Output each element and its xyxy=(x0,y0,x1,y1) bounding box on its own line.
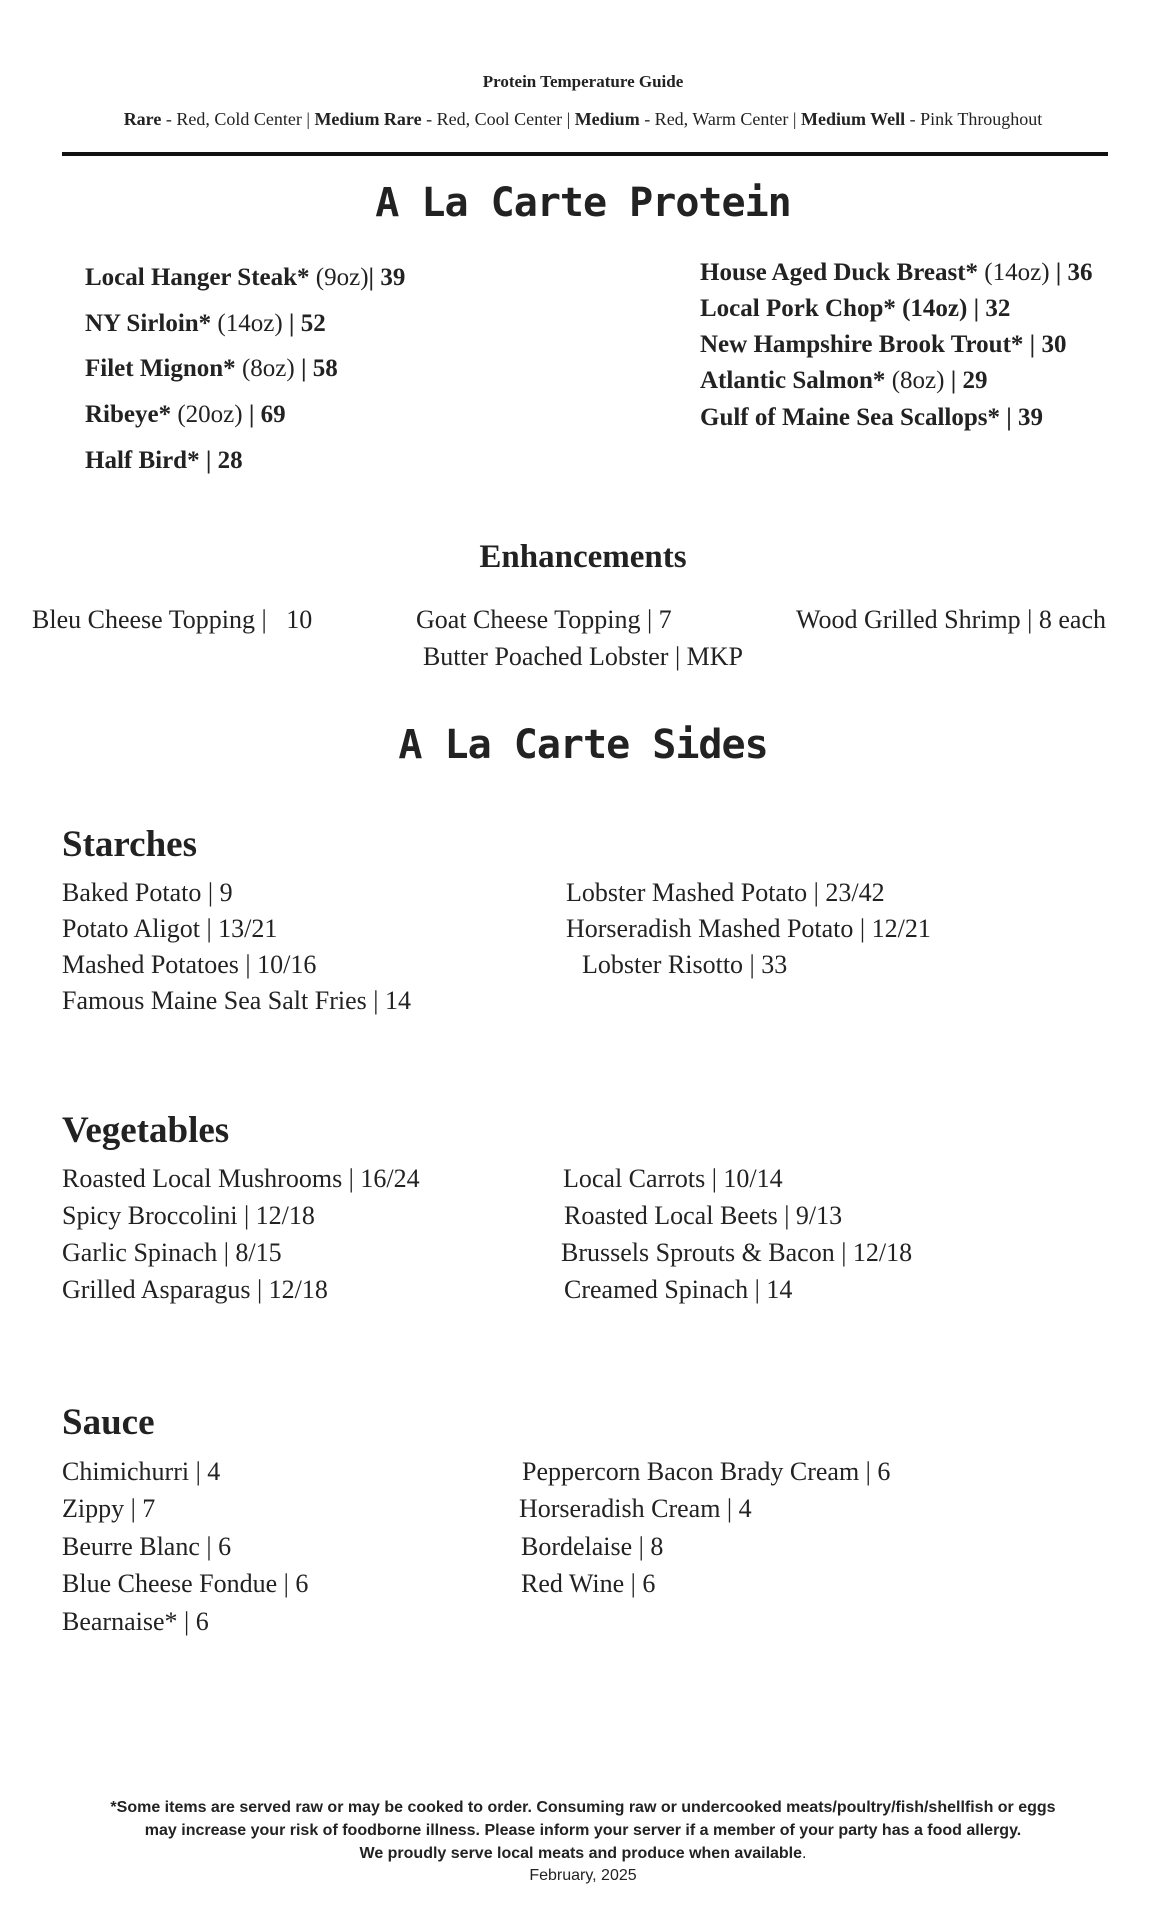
enhancement-item: Wood Grilled Shrimp | 8 each xyxy=(796,605,1106,634)
list-item: Peppercorn Bacon Brady Cream | 6 xyxy=(522,1457,891,1486)
list-item: Zippy | 7 xyxy=(62,1494,156,1523)
temperature-guide-title: Protein Temperature Guide xyxy=(482,72,684,91)
protein-section-title: A La Carte Protein xyxy=(375,180,791,226)
level-name: Medium Rare xyxy=(314,109,422,129)
sides-section-title: A La Carte Sides xyxy=(398,722,768,768)
list-item: Lobster Risotto | 33 xyxy=(582,950,788,979)
vegetables-heading: Vegetables xyxy=(62,1110,230,1151)
list-item: Creamed Spinach | 14 xyxy=(564,1275,793,1304)
menu-item: Half Bird* | 28 xyxy=(85,447,243,474)
level-desc: - Pink Throughout xyxy=(905,109,1043,129)
list-item: Roasted Local Beets | 9/13 xyxy=(564,1201,843,1230)
menu-item: NY Sirloin* (14oz) | 52 xyxy=(85,310,326,337)
enhancement-item: Goat Cheese Topping | 7 xyxy=(416,605,672,634)
list-item: Lobster Mashed Potato | 23/42 xyxy=(566,878,885,907)
list-item: Baked Potato | 9 xyxy=(62,878,233,907)
level-name: Medium Well xyxy=(800,109,906,129)
list-item: Chimichurri | 4 xyxy=(62,1457,221,1486)
menu-item: Ribeye* (20oz) | 69 xyxy=(85,401,286,428)
list-item: Bearnaise* | 6 xyxy=(62,1607,209,1636)
menu-item: House Aged Duck Breast* (14oz) | 36 xyxy=(700,259,1093,286)
list-item: Famous Maine Sea Salt Fries | 14 xyxy=(62,986,411,1015)
enhancement-item: Butter Poached Lobster | MKP xyxy=(422,642,744,671)
list-item: Bordelaise | 8 xyxy=(521,1532,664,1561)
list-item: Horseradish Mashed Potato | 12/21 xyxy=(566,914,931,943)
list-item: Spicy Broccolini | 12/18 xyxy=(62,1201,315,1230)
local-sourcing-note: We proudly serve local meats and produce when available. xyxy=(359,1845,807,1862)
level-name: Rare xyxy=(123,109,162,129)
enhancement-item: Bleu Cheese Topping | 10 xyxy=(32,605,313,634)
level-desc: - Red, Warm Center | xyxy=(639,109,801,129)
temperature-guide-levels xyxy=(0,109,1166,130)
disclaimer-line: *Some items are served raw or may be cooked to order. Consuming raw or undercooked meats/poultry/fish/shellfish or eggs xyxy=(110,1799,1056,1816)
menu-item: New Hampshire Brook Trout* | 30 xyxy=(700,331,1067,358)
disclaimer-line: may increase your risk of foodborne illness. Please inform your server if a member of your party has a food allergy. xyxy=(144,1822,1022,1839)
menu-item: Atlantic Salmon* (8oz) | 29 xyxy=(700,367,988,394)
list-item: Grilled Asparagus | 12/18 xyxy=(62,1275,328,1304)
sauce-heading: Sauce xyxy=(62,1402,155,1443)
menu-date: February, 2025 xyxy=(529,1867,637,1884)
menu-item: Gulf of Maine Sea Scallops* | 39 xyxy=(700,404,1044,431)
list-item: Local Carrots | 10/14 xyxy=(563,1164,783,1193)
list-item: Brussels Sprouts & Bacon | 12/18 xyxy=(561,1238,913,1267)
list-item: Beurre Blanc | 6 xyxy=(62,1532,232,1561)
list-item: Potato Aligot | 13/21 xyxy=(62,914,278,943)
divider xyxy=(62,152,1108,156)
level-name: Medium xyxy=(574,109,640,129)
list-item: Red Wine | 6 xyxy=(521,1569,656,1598)
list-item: Horseradish Cream | 4 xyxy=(519,1494,752,1523)
level-desc: - Red, Cool Center | xyxy=(421,109,575,129)
menu-item: Filet Mignon* (8oz) | 58 xyxy=(85,355,338,382)
list-item: Blue Cheese Fondue | 6 xyxy=(62,1569,309,1598)
level-desc: - Red, Cold Center | xyxy=(161,109,315,129)
enhancements-title: Enhancements xyxy=(479,539,687,575)
starches-heading: Starches xyxy=(62,824,197,865)
menu-item: Local Hanger Steak* (9oz)| 39 xyxy=(85,264,406,291)
list-item: Roasted Local Mushrooms | 16/24 xyxy=(62,1164,420,1193)
list-item: Mashed Potatoes | 10/16 xyxy=(62,950,317,979)
list-item: Garlic Spinach | 8/15 xyxy=(62,1238,282,1267)
menu-item: Local Pork Chop* (14oz) | 32 xyxy=(700,295,1011,322)
